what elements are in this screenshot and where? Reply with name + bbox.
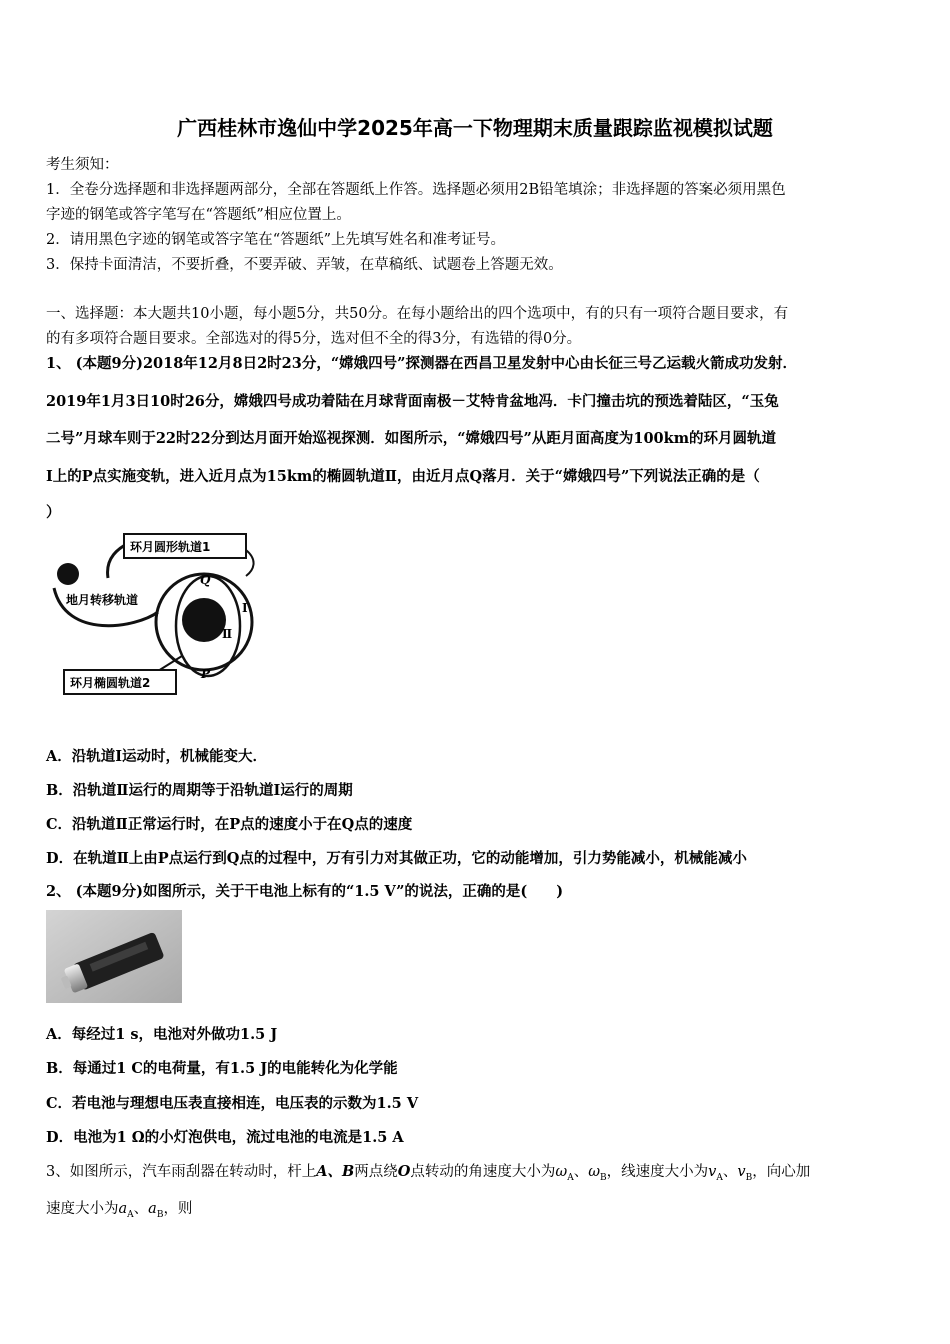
section-instructions: 的有多项符合题目要求。全部选对的得5分，选对但不全的得3分，有选错的得0分。 bbox=[46, 331, 582, 347]
q2-stem: 2、 (本题9分)如图所示，关于干电池上标有的“1.5 V”的说法，正确的是( ) bbox=[46, 883, 564, 900]
q1-option-b: B．沿轨道Ⅱ运行的周期等于沿轨道Ⅰ运行的周期 bbox=[46, 782, 353, 799]
q1-stem: 2019年1月3日10时26分，嫦娥四号成功着陆在月球背面南极－艾特肯盆地冯．卡门撞击坑的预选着陆区，“玉兔 bbox=[46, 393, 779, 410]
notice-line: 1．全卷分选择题和非选择题两部分，全部在答题纸上作答。选择题必须用2B铅笔填涂；非选择题的答案必须用黑色 bbox=[46, 182, 786, 198]
battery-photo bbox=[46, 910, 182, 1003]
earth-icon bbox=[57, 563, 79, 585]
moon-icon bbox=[182, 598, 226, 642]
q1-option-a: A．沿轨道Ⅰ运动时，机械能变大． bbox=[46, 748, 268, 765]
label-transfer-orbit: 地月转移轨道 bbox=[66, 593, 139, 607]
label-circular-orbit: 环月圆形轨道1 bbox=[130, 540, 211, 554]
notice-line: 3．保持卡面清洁，不要折叠，不要弄破、弄皱，在草稿纸、试题卷上答题无效。 bbox=[46, 257, 563, 273]
q3-stem: 3、如图所示，汽车雨刮器在转动时，杆上A、B两点绕O点转动的角速度大小为$\omega_A$、$\omega_B$，线速度大小为$v_A$、$v_B$，向心加 bbox=[46, 1163, 811, 1183]
section-instructions: 一、选择题：本大题共10小题，每小题5分，共50分。在每小题给出的四个选项中，有的只有一项符合题目要求，有 bbox=[46, 306, 789, 322]
notice-line: 字迹的钢笔或答字笔写在“答题纸”相应位置上。 bbox=[46, 207, 351, 223]
notice-heading: 考生须知： bbox=[46, 157, 119, 173]
q1-option-c: C．沿轨道Ⅱ正常运行时，在P点的速度小于在Q点的速度 bbox=[46, 816, 413, 833]
label-elliptical-orbit: 环月椭圆轨道2 bbox=[70, 676, 151, 690]
q1-stem: ） bbox=[46, 504, 61, 521]
q1-stem: 1、 (本题9分)2018年12月8日2时23分，“嫦娥四号”探测器在西昌卫星发射中心由长征三号乙运载火箭成功发射． bbox=[46, 355, 798, 372]
point-p-label: P bbox=[201, 667, 211, 681]
point-q-label: Q bbox=[200, 573, 211, 587]
page-title: 广西桂林市逸仙中学2025年高一下物理期末质量跟踪监视模拟试题 bbox=[177, 116, 773, 140]
notice-line: 2．请用黑色字迹的钢笔或答字笔在“答题纸”上先填写姓名和准考证号。 bbox=[46, 232, 506, 248]
q1-option-d: D．在轨道Ⅱ上由P点运行到Q点的过程中，万有引力对其做正功，它的动能增加，引力势能减小，机械能减小 bbox=[46, 850, 747, 867]
q2-option-d: D．电池为1 Ω的小灯泡供电，流过电池的电流是1.5 A bbox=[46, 1129, 404, 1146]
orbit-1-label: Ⅰ bbox=[242, 601, 248, 615]
q2-option-c: C．若电池与理想电压表直接相连，电压表的示数为1.5 V bbox=[46, 1095, 419, 1112]
q1-stem: Ⅰ上的P点实施变轨，进入近月点为15km的椭圆轨道Ⅱ，由近月点Q落月．关于“嫦娥四号”下列说法正确的是（ bbox=[46, 468, 760, 485]
orbit-2-label: Ⅱ bbox=[222, 627, 233, 641]
q2-option-b: B．每通过1 C的电荷量，有1.5 J的电能转化为化学能 bbox=[46, 1060, 398, 1077]
orbit-diagram bbox=[46, 530, 261, 710]
q3-stem: 速度大小为$a_A$、$a_B$，则 bbox=[46, 1201, 193, 1220]
q1-stem: 二号”月球车则于22时22分到达月面开始巡视探测．如图所示，“嫦娥四号”从距月面高度为100km的环月圆轨道 bbox=[46, 430, 777, 447]
q2-option-a: A．每经过1 s，电池对外做功1.5 J bbox=[46, 1026, 278, 1043]
